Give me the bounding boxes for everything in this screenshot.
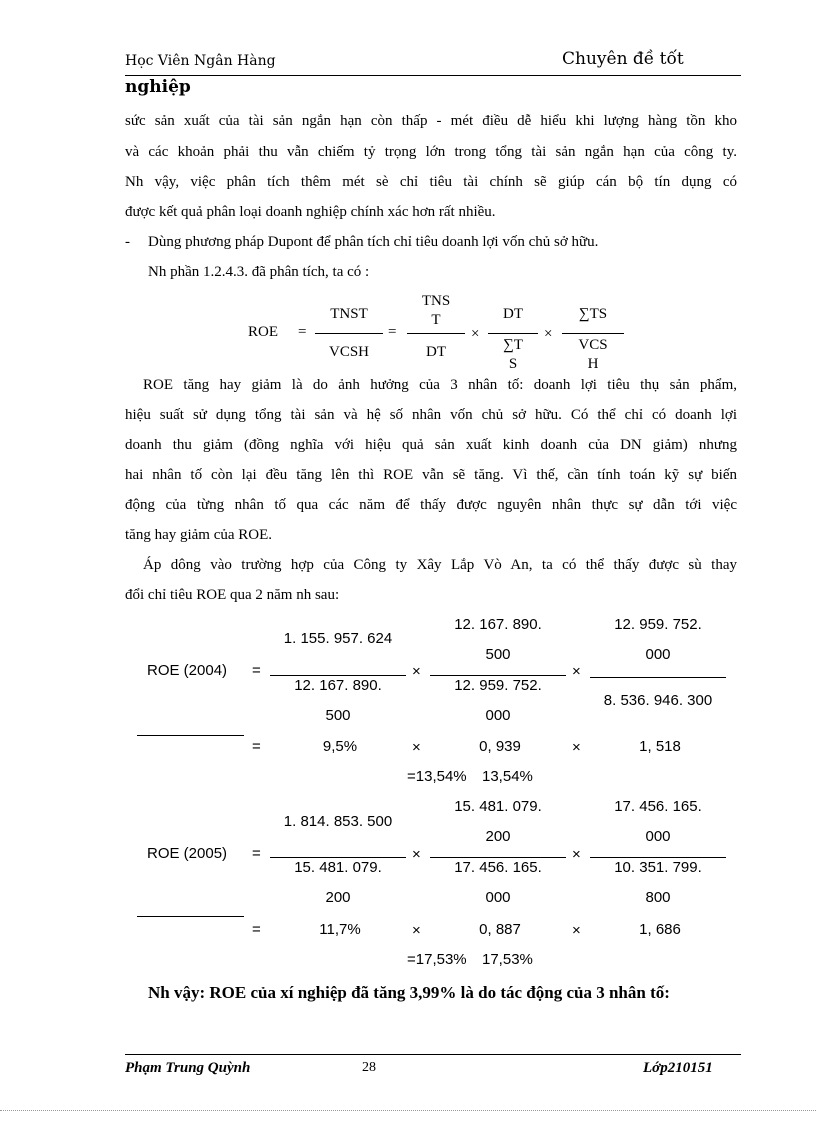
bullet-dash: - xyxy=(125,234,130,250)
roe-2005-result-times-2: × xyxy=(572,922,581,939)
fraction-3-bar xyxy=(488,333,538,334)
formula-equals-2: = xyxy=(388,324,397,340)
roe-2005-result-rule xyxy=(137,916,244,917)
fraction-1-denominator: VCSH xyxy=(328,344,369,360)
header-doc-type: Chuyên đề tốt xyxy=(562,49,684,69)
bullet-text: Dùng phương pháp Dupont để phân tích chỉ tiêu doanh lợi vốn chủ sở hữu. xyxy=(148,234,599,250)
roe-2004-times-1: × xyxy=(412,663,421,680)
roe-2005-f3-bar xyxy=(590,857,726,858)
roe-2004-f3-bar xyxy=(590,677,726,678)
roe-2004-f2-denominator-b: 000 xyxy=(485,707,511,724)
fraction-2-numerator-b: T xyxy=(431,312,441,328)
fraction-1-bar xyxy=(315,333,383,334)
roe-2005-product-repeat: 17,53% xyxy=(482,951,533,968)
formula-lhs: ROE xyxy=(248,324,278,340)
fraction-4-denominator-b: H xyxy=(587,356,599,372)
para2-line-4: hai nhân tố còn lại đều tăng lên thì ROE vẫn sẽ tăng. Vì thế, cần tính toán kỹ sự biến xyxy=(125,467,737,483)
fraction-2-denominator: DT xyxy=(426,344,446,360)
roe-2005-f2-numerator-b: 200 xyxy=(485,828,511,845)
roe-2004-result-times-1: × xyxy=(412,739,421,756)
formula-intro: Nh phần 1.2.4.3. đã phân tích, ta có : xyxy=(148,264,370,280)
roe-2004-f2-bar xyxy=(430,675,566,676)
roe-2004-result-factor-1: 9,5% xyxy=(322,738,358,755)
footer-class-code: Lớp210151 xyxy=(643,1060,713,1076)
para3-line-1: Áp dông vào trường hợp của Công ty Xây Lắp Vò An, ta có thể thấy được sù thay xyxy=(143,557,737,573)
roe-2004-product-repeat: 13,54% xyxy=(482,768,533,785)
body-line-1: sức sản xuất của tài sản ngắn hạn còn thấp - mét điều dễ hiểu khi lượng hàng tồn kho xyxy=(125,113,737,129)
body-line-2: và các khoản phải thu vẫn chiếm tỷ trọng lớn trong tổng tài sản ngắn hạn của công ty. xyxy=(125,144,737,160)
footer-page-number: 28 xyxy=(362,1060,376,1075)
roe-2005-f2-bar xyxy=(430,857,566,858)
roe-2004-f1-bar xyxy=(270,675,406,676)
roe-2004-equals: = xyxy=(252,662,261,679)
roe-2004-result-equals: = xyxy=(252,738,261,755)
roe-2004-f3-denominator: 8. 536. 946. 300 xyxy=(603,692,713,709)
roe-2004-f3-numerator-a: 12. 959. 752. xyxy=(614,616,702,633)
roe-2005-f2-numerator-a: 15. 481. 079. xyxy=(454,798,542,815)
body-line-3: Nh vậy, việc phân tích thêm mét sè chỉ tiêu tài chính sẽ giúp cán bộ tín dụng có xyxy=(125,174,737,190)
body-line-4: được kết quả phân loại doanh nghiệp chính xác hơn rất nhiều. xyxy=(125,204,496,220)
header-doc-type-continuation: nghiệp xyxy=(125,77,191,97)
header-institution: Học Viên Ngân Hàng xyxy=(125,53,276,69)
roe-2004-f2-numerator-b: 500 xyxy=(485,646,511,663)
roe-2005-times-2: × xyxy=(572,846,581,863)
footer-author: Phạm Trung Quỳnh xyxy=(125,1060,251,1076)
roe-2005-f2-denominator-a: 17. 456. 165. xyxy=(454,859,542,876)
roe-2004-f3-numerator-b: 000 xyxy=(645,646,671,663)
roe-2004-result-factor-3: 1, 518 xyxy=(639,738,681,755)
roe-2005-f2-denominator-b: 000 xyxy=(485,889,511,906)
formula-equals-1: = xyxy=(298,324,307,340)
roe-2005-result-times-1: × xyxy=(412,922,421,939)
roe-2005-product: =17,53% xyxy=(407,951,467,968)
para3-line-2: đổi chỉ tiêu ROE qua 2 năm nh sau: xyxy=(125,587,340,603)
roe-2005-f3-numerator-b: 000 xyxy=(645,828,671,845)
roe-2004-product: =13,54% xyxy=(407,768,467,785)
roe-2004-result-rule xyxy=(137,735,244,736)
roe-2004-label: ROE (2004) xyxy=(147,662,228,679)
roe-2005-equals: = xyxy=(252,845,261,862)
header-rule xyxy=(125,75,741,76)
formula-times-2: × xyxy=(544,326,553,342)
fraction-1-numerator: TNST xyxy=(330,306,368,322)
roe-2005-result-factor-1: 11,7% xyxy=(319,921,361,938)
roe-2005-f1-numerator: 1. 814. 853. 500 xyxy=(283,813,393,830)
conclusion-line: Nh vậy: ROE của xí nghiệp đã tăng 3,99% là do tác động của 3 nhân tố: xyxy=(148,983,670,1002)
roe-2004-result-times-2: × xyxy=(572,739,581,756)
page-edge-divider xyxy=(0,1110,816,1111)
roe-2005-f1-denominator-b: 200 xyxy=(325,889,351,906)
roe-2005-result-factor-3: 1, 686 xyxy=(639,921,681,938)
roe-2005-f3-denominator-a: 10. 351. 799. xyxy=(614,859,702,876)
roe-2005-result-factor-2: 0, 887 xyxy=(479,921,521,938)
roe-2004-result-factor-2: 0, 939 xyxy=(479,738,521,755)
para2-line-3: doanh thu giảm (đồng nghĩa với hiệu quả sản xuất kinh doanh của DN giảm) nhưng xyxy=(125,437,737,453)
para2-line-6: tăng hay giảm của ROE. xyxy=(125,527,273,543)
roe-2004-f2-numerator-a: 12. 167. 890. xyxy=(454,616,542,633)
roe-2005-times-1: × xyxy=(412,846,421,863)
fraction-3-numerator: DT xyxy=(503,306,523,322)
fraction-3-denominator-a: ∑T xyxy=(503,337,523,353)
fraction-2-bar xyxy=(407,333,465,334)
roe-2004-f2-denominator-a: 12. 959. 752. xyxy=(454,677,542,694)
roe-2005-f3-numerator-a: 17. 456. 165. xyxy=(614,798,702,815)
fraction-4-bar xyxy=(562,333,624,334)
roe-2004-f1-numerator: 1. 155. 957. 624 xyxy=(283,630,393,647)
roe-2005-f3-denominator-b: 800 xyxy=(645,889,671,906)
para2-line-1: ROE tăng hay giảm là do ảnh hưởng của 3 nhân tố: doanh lợi tiêu thụ sản phẩm, xyxy=(143,377,737,393)
roe-2005-f1-bar xyxy=(270,857,406,858)
fraction-4-numerator: ∑TS xyxy=(578,306,608,322)
roe-2004-f1-denominator-a: 12. 167. 890. xyxy=(294,677,382,694)
fraction-4-denominator-a: VCS xyxy=(578,337,608,353)
roe-2005-f1-denominator-a: 15. 481. 079. xyxy=(294,859,382,876)
formula-times-1: × xyxy=(471,326,480,342)
roe-2005-result-equals: = xyxy=(252,921,261,938)
fraction-3-denominator-b: S xyxy=(508,356,518,372)
roe-2005-label: ROE (2005) xyxy=(147,845,228,862)
para2-line-2: hiệu suất sử dụng tổng tài sản và hệ số nhân vốn chủ sở hữu. Có thể chỉ có doanh lợi xyxy=(125,407,737,423)
roe-2004-times-2: × xyxy=(572,663,581,680)
fraction-2-numerator-a: TNS xyxy=(421,293,451,309)
para2-line-5: động của từng nhân tố qua các năm để thấy được nguyên nhân thực sự dẫn tới việc xyxy=(125,497,737,513)
footer-rule xyxy=(125,1054,741,1055)
roe-2004-f1-denominator-b: 500 xyxy=(325,707,351,724)
